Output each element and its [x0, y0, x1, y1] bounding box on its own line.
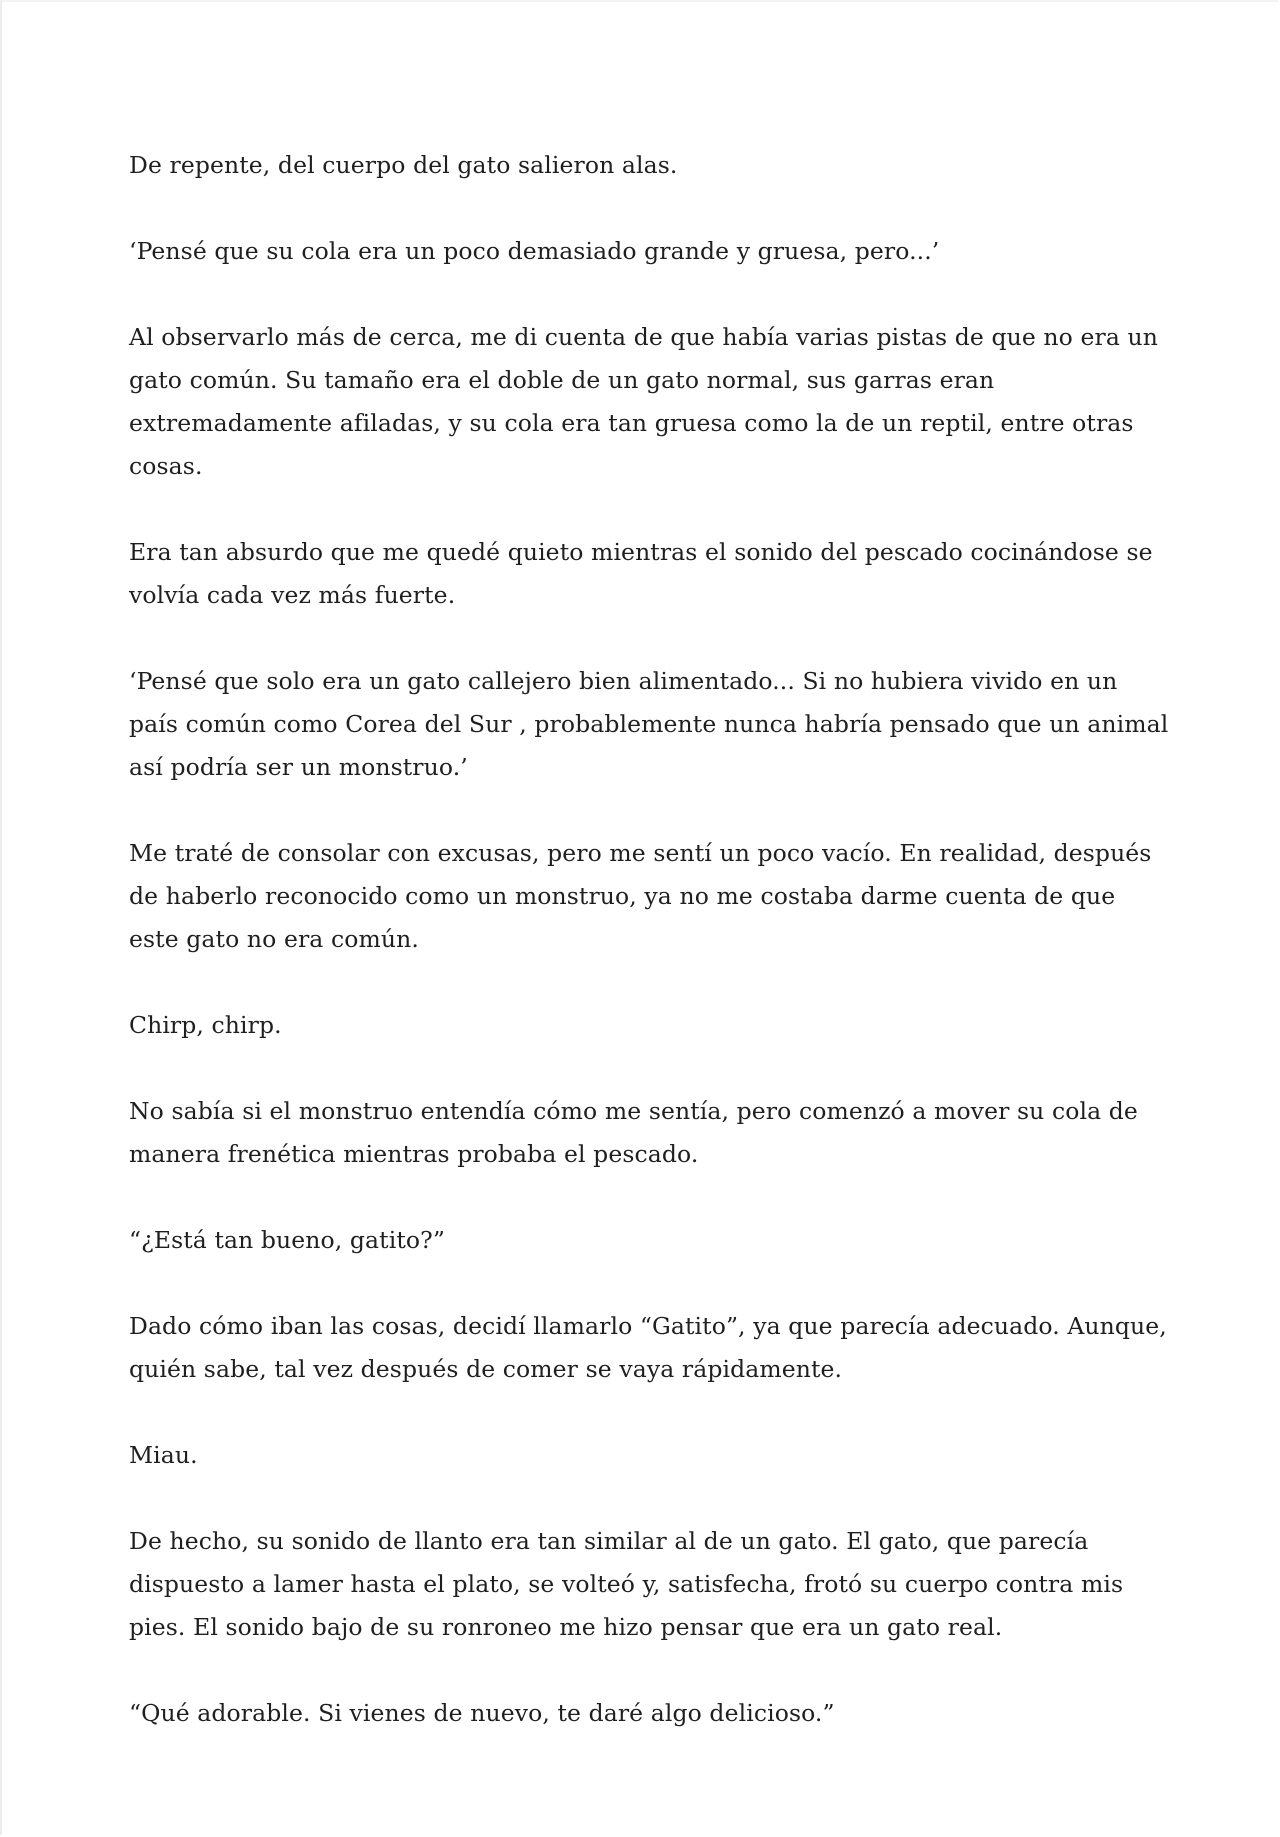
paragraph-9: “¿Está tan bueno, gatito?”	[129, 1226, 445, 1254]
paragraph-8: No sabía si el monstruo entendía cómo me sentía, pero comenzó a mover su cola de manera frenética mientras probaba el pescado.	[129, 1097, 1138, 1168]
paragraph-4: Era tan absurdo que me quedé quieto mientras el sonido del pescado cocinándose se volvía cada vez más fuerte.	[129, 538, 1153, 609]
paragraph-6: Me traté de consolar con excusas, pero me sentí un poco vacío. En realidad, después de haberlo reconocido como un monstruo, ya no me costaba darme cuenta de que este gato no era común.	[129, 839, 1152, 953]
paragraph-12: De hecho, su sonido de llanto era tan similar al de un gato. El gato, que parecía dispuesto a lamer hasta el plato, se volteó y, satisfecha, frotó su cuerpo contra mis pies. El sonido bajo de su ronroneo me hizo pensar que era un gato real.	[129, 1527, 1124, 1641]
paragraph-11: Miau.	[129, 1441, 198, 1469]
paragraph-10: Dado cómo iban las cosas, decidí llamarlo “Gatito”, ya que parecía adecuado. Aunque, quién sabe, tal vez después de comer se vaya rápidamente.	[129, 1312, 1167, 1383]
paragraph-3: Al observarlo más de cerca, me di cuenta de que había varias pistas de que no era un gato común. Su tamaño era el doble de un gato normal, sus garras eran extremadamente afiladas, y su cola era tan gruesa como la de un reptil, entre otras cosas.	[129, 323, 1158, 480]
paragraph-1: De repente, del cuerpo del gato salieron alas.	[129, 151, 678, 179]
paragraph-13: “Qué adorable. Si vienes de nuevo, te daré algo delicioso.”	[129, 1699, 835, 1727]
paragraph-5: ‘Pensé que solo era un gato callejero bien alimentado... Si no hubiera vivido en un país común como Corea del Sur , probablemente nunca habría pensado que un animal así podría ser un monstruo.’	[129, 667, 1169, 781]
document-body	[129, 144, 1169, 1735]
paragraph-2: ‘Pensé que su cola era un poco demasiado grande y gruesa, pero...’	[129, 237, 940, 265]
paragraph-7: Chirp, chirp.	[129, 1011, 282, 1039]
